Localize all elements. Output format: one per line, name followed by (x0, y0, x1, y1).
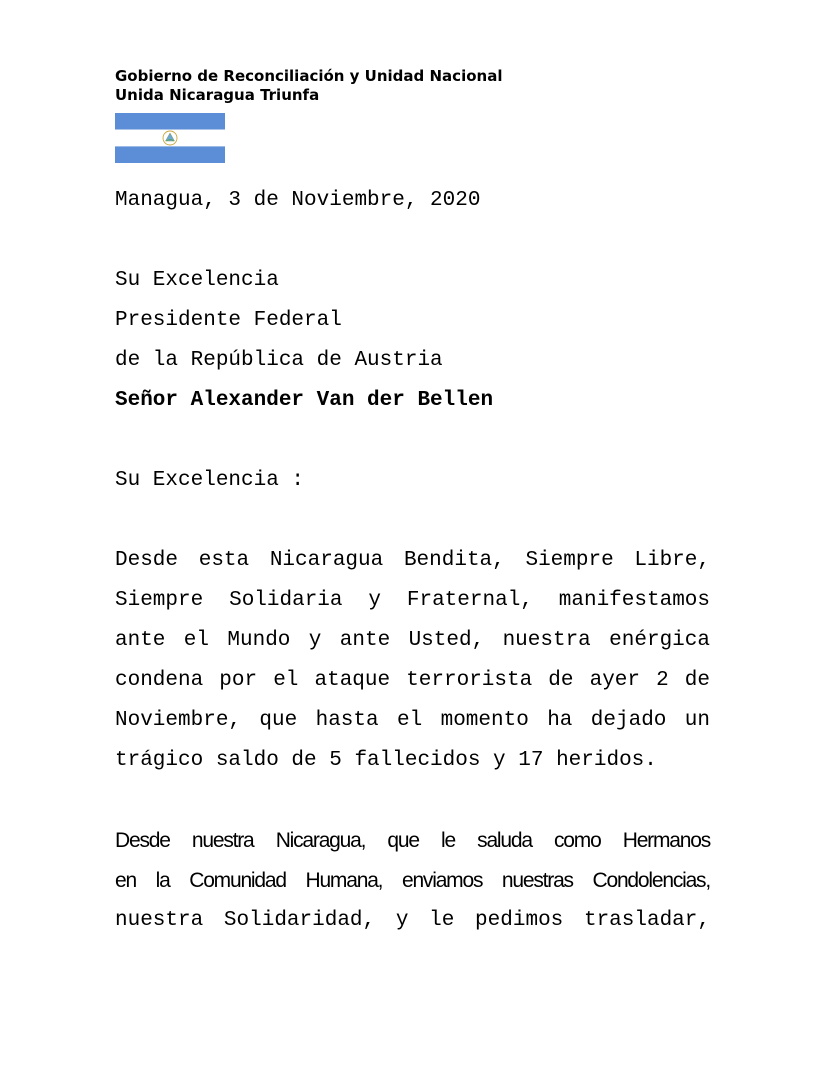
paragraph-line: condena por el ataque terrorista de ayer 2 de (115, 669, 710, 692)
paragraph-line: ante el Mundo y ante Usted, nuestra enérgica (115, 629, 710, 652)
nicaragua-flag-icon (115, 113, 225, 163)
paragraph-line: Noviembre, que hasta el momento ha dejado un (115, 709, 710, 732)
paragraph-line: Desde esta Nicaragua Bendita, Siempre Libre, (115, 549, 710, 572)
paragraph-line: trágico saldo de 5 fallecidos y 17 heridos. (115, 749, 657, 772)
recipient-position: Presidente Federal (115, 309, 342, 332)
letterhead (115, 67, 502, 105)
letterhead-slogan: Unida Nicaragua Triunfa (115, 86, 320, 104)
paragraph-line: nuestra Solidaridad, y le pedimos trasladar, (115, 909, 710, 932)
recipient-title: Su Excelencia (115, 269, 279, 292)
body-paragraph-2 (115, 821, 710, 941)
body-paragraph-1 (115, 541, 710, 781)
salutation: Su Excelencia : (115, 469, 305, 492)
recipient-country: de la República de Austria (115, 349, 443, 372)
paragraph-line: Desde nuestra Nicaragua, que le saluda como Hermanos (115, 829, 710, 852)
letterhead-government-name: Gobierno de Reconciliación y Unidad Nacional (115, 67, 503, 85)
recipient-name: Señor Alexander Van der Bellen (115, 389, 494, 412)
paragraph-line: en la Comunidad Humana, enviamos nuestras Condolencias, (115, 869, 710, 892)
paragraph-line: Siempre Solidaria y Fraternal, manifestamos (115, 589, 710, 612)
letter-date: Managua, 3 de Noviembre, 2020 (115, 189, 481, 212)
